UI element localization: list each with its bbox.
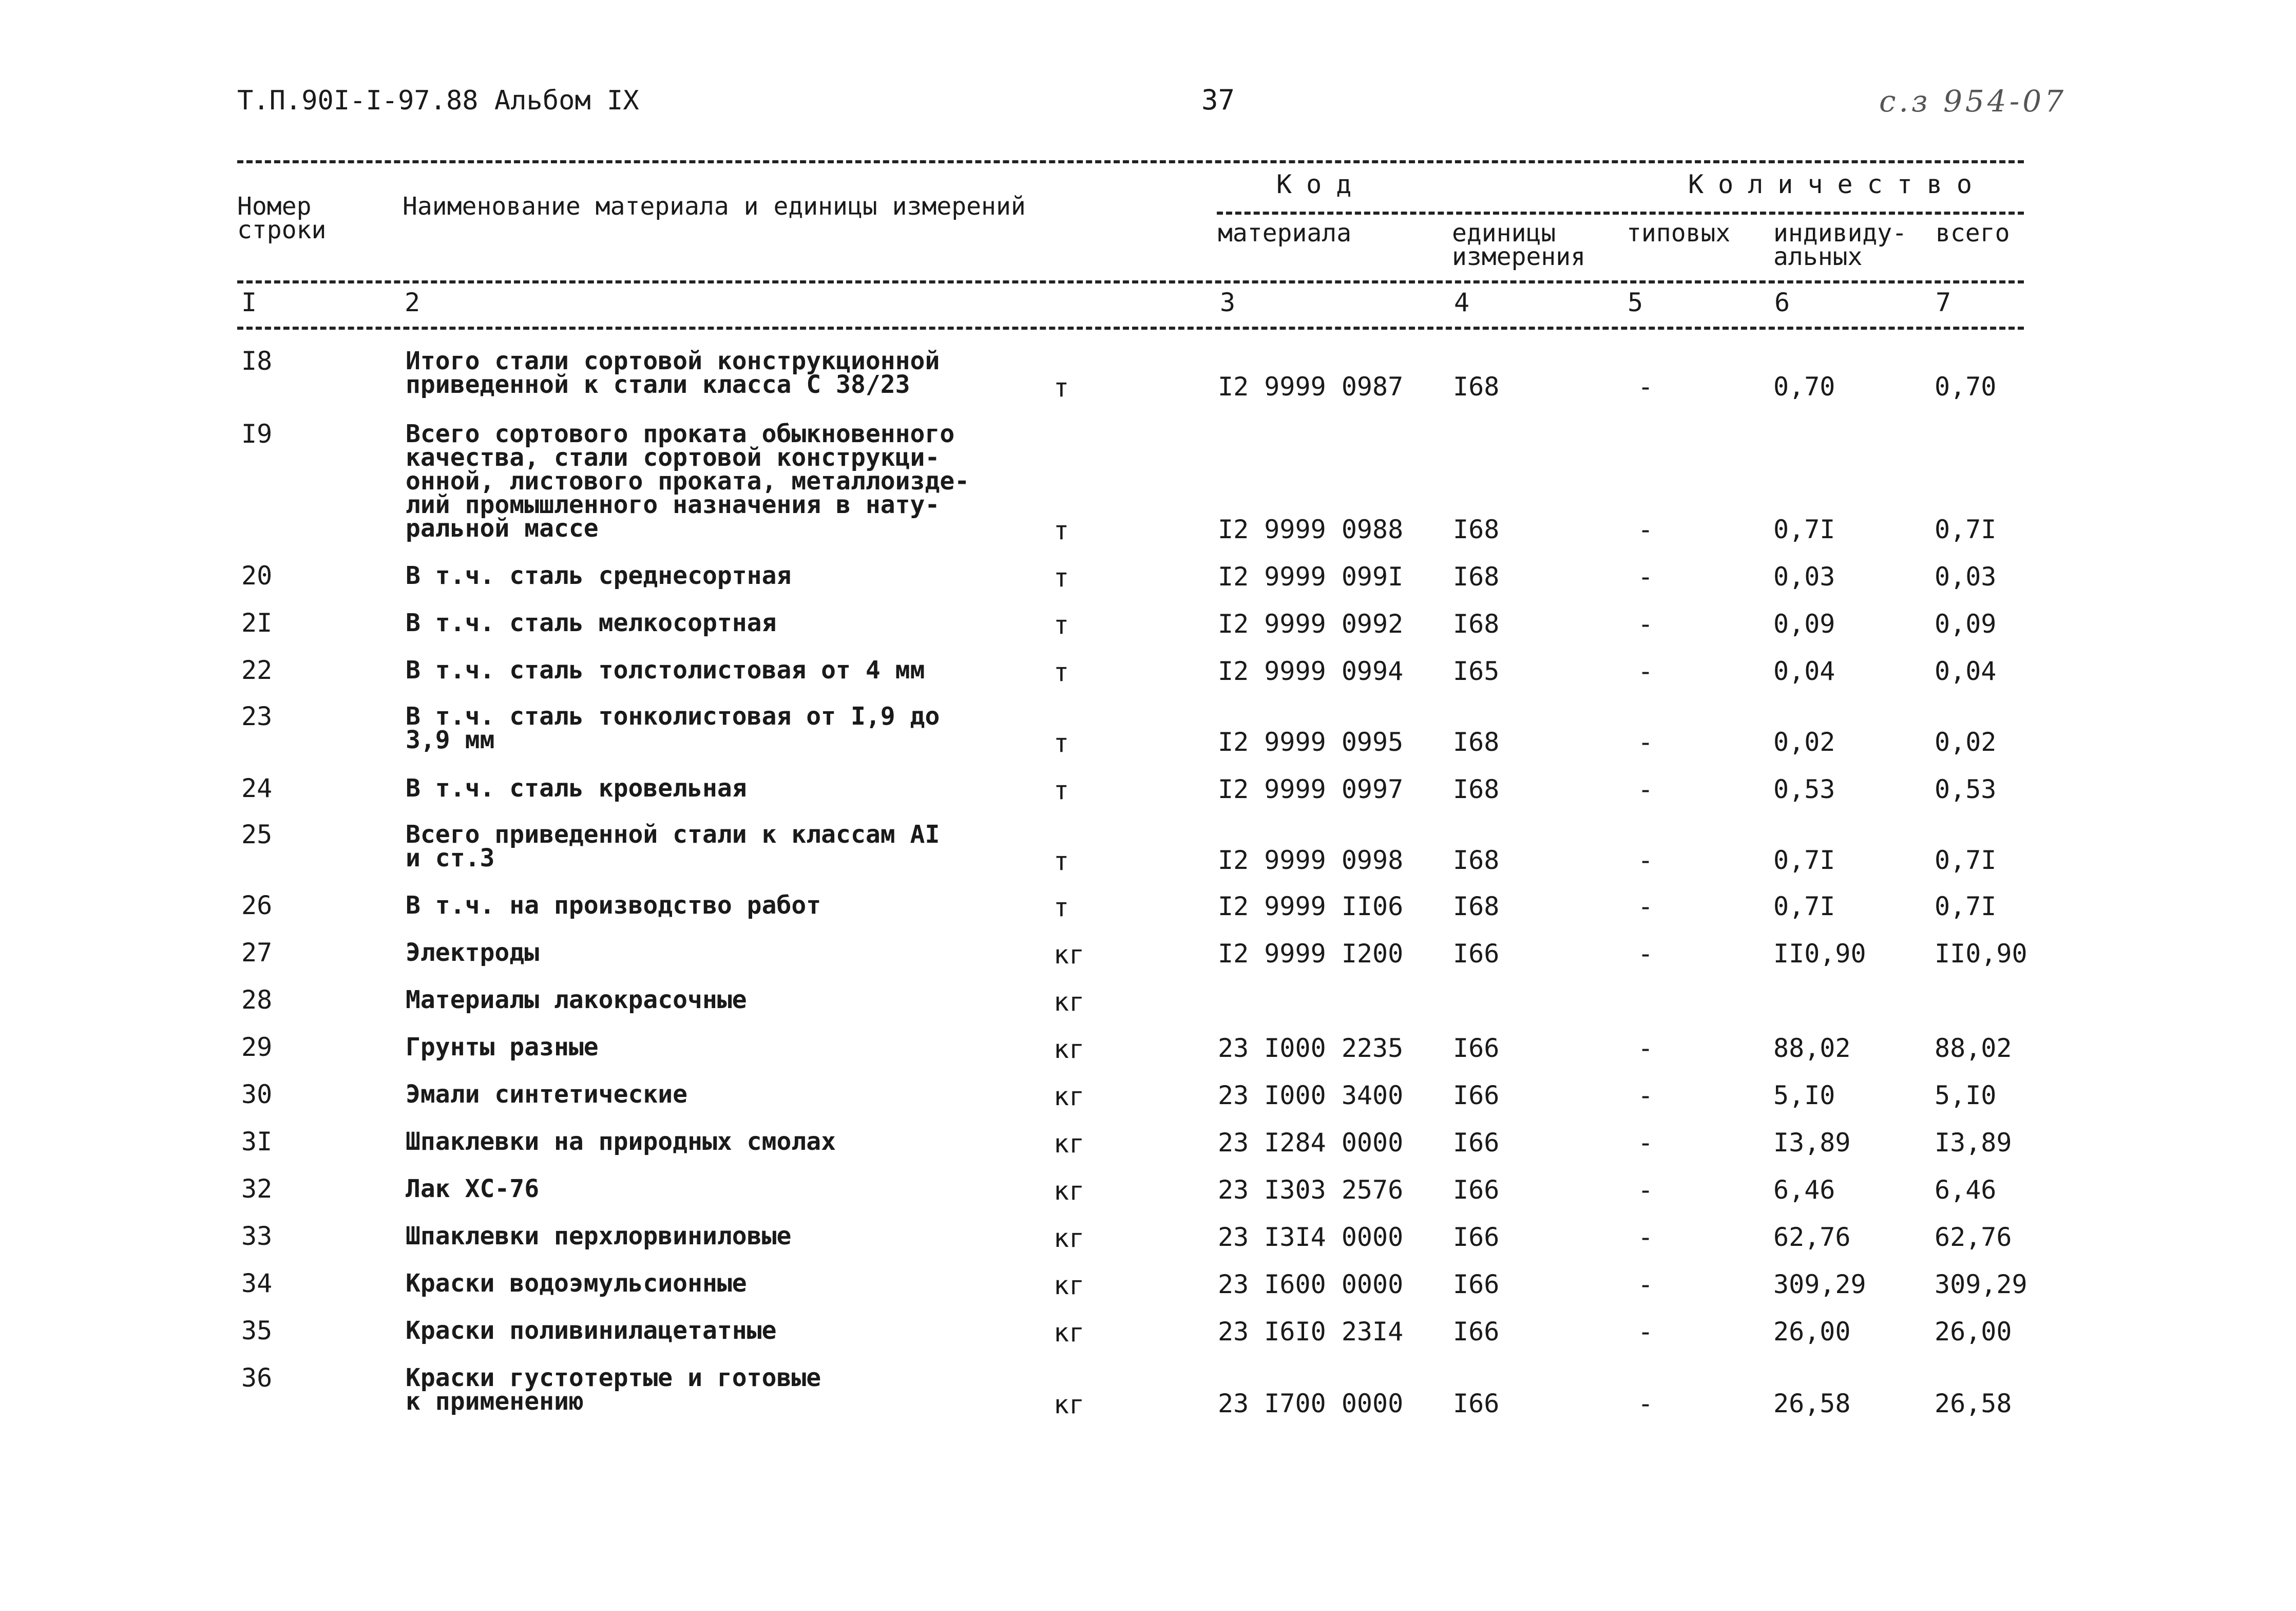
material-code: I2 9999 0998 [1218, 845, 1404, 875]
quantity-total: 0,7I [1935, 845, 1997, 875]
quantity-typical: - [1638, 515, 1654, 544]
quantity-total: 0,7I [1935, 515, 1997, 544]
unit-code: I66 [1453, 939, 1500, 969]
quantity-total: 309,29 [1935, 1269, 2027, 1299]
material-name: В т.ч. сталь мелкосортная [406, 609, 777, 637]
material-name: Шпаклевки перхлорвиниловые [406, 1222, 792, 1250]
material-code: I2 9999 0995 [1218, 727, 1404, 757]
quantity-individual: 0,02 [1773, 727, 1835, 757]
material-name: В т.ч. сталь толстолистовая от 4 мм [406, 656, 925, 685]
quantity-total: 62,76 [1935, 1222, 2012, 1252]
material-name: В т.ч. сталь среднесортная [406, 561, 792, 590]
material-name: Электроды [406, 938, 540, 967]
unit-of-measure: т [1054, 657, 1069, 687]
column-number-7: 7 [1936, 288, 1951, 317]
unit-code: I66 [1453, 1175, 1500, 1205]
quantity-total: 88,02 [1935, 1033, 2012, 1063]
column-number-3: 3 [1220, 288, 1236, 317]
material-name: В т.ч. сталь тонколистовая от I,9 до 3,9 мм [406, 702, 940, 754]
quantity-typical: - [1638, 1269, 1654, 1299]
unit-code: I68 [1453, 727, 1500, 757]
unit-code: I66 [1453, 1317, 1500, 1347]
header-quantity-group: Количество [1688, 169, 1987, 199]
quantity-total: 0,09 [1935, 609, 1997, 639]
unit-of-measure: т [1054, 373, 1069, 403]
row-number: 32 [241, 1174, 273, 1204]
header-name: Наименование материала и единицы измерений [403, 192, 1026, 221]
quantity-total: II0,90 [1935, 939, 2027, 969]
quantity-individual: 62,76 [1773, 1222, 1851, 1252]
quantity-individual: 0,7I [1773, 892, 1835, 921]
quantity-individual: 0,03 [1773, 562, 1835, 592]
row-number: 33 [241, 1221, 273, 1251]
row-number: 36 [241, 1363, 273, 1393]
quantity-typical: - [1638, 1389, 1654, 1418]
row-number: 26 [241, 890, 273, 920]
row-number: 3I [241, 1127, 273, 1157]
unit-code: I66 [1453, 1033, 1500, 1063]
quantity-individual: 6,46 [1773, 1175, 1835, 1205]
quantity-typical: - [1638, 372, 1654, 402]
material-code: 23 I000 2235 [1218, 1033, 1404, 1063]
quantity-typical: - [1638, 609, 1654, 639]
quantity-total: 5,I0 [1935, 1081, 1997, 1110]
column-number-1: I [241, 288, 257, 317]
column-number-2: 2 [405, 288, 420, 317]
material-code: 23 I600 0000 [1218, 1269, 1404, 1299]
unit-code: I68 [1453, 609, 1500, 639]
material-name: Грунты разные [406, 1033, 599, 1062]
unit-of-measure: кг [1054, 1271, 1085, 1300]
unit-of-measure: т [1054, 893, 1069, 922]
rule-header-bottom [237, 280, 2024, 283]
material-name: В т.ч. сталь кровельная [406, 774, 747, 803]
quantity-typical: - [1638, 727, 1654, 757]
material-name: Краски водоэмульсионные [406, 1269, 747, 1298]
unit-code: I68 [1453, 892, 1500, 921]
unit-of-measure: кг [1054, 1176, 1085, 1206]
material-code: I2 9999 II06 [1218, 892, 1404, 921]
quantity-individual: 5,I0 [1773, 1081, 1835, 1110]
unit-of-measure: кг [1054, 1082, 1085, 1111]
rule-top [237, 160, 2024, 163]
material-name: Краски густотертые и готовые к применению [406, 1363, 821, 1416]
material-code: 23 I303 2576 [1218, 1175, 1404, 1205]
material-name: Шпаклевки на природных смолах [406, 1127, 836, 1156]
quantity-total: 0,04 [1935, 656, 1997, 686]
unit-code: I65 [1453, 656, 1500, 686]
unit-of-measure: т [1054, 563, 1069, 593]
quantity-typical: - [1638, 1081, 1654, 1110]
unit-code: I68 [1453, 845, 1500, 875]
header-code-unit: единицы измерения [1452, 219, 1586, 271]
quantity-total: 0,70 [1935, 372, 1997, 402]
material-code: 23 I700 0000 [1218, 1389, 1404, 1418]
material-code: 23 I6I0 23I4 [1218, 1317, 1404, 1347]
quantity-typical: - [1638, 1175, 1654, 1205]
row-number: 24 [241, 773, 273, 803]
material-name: Всего сортового проката обыкновенного качества, стали сортовой конструкци- онной, листового проката, металлоизде- лий промышленного назначения в нату- ральной массе [406, 420, 970, 543]
unit-of-measure: кг [1054, 1318, 1085, 1348]
header-qty-typical: типовых [1627, 219, 1731, 248]
quantity-total: 6,46 [1935, 1175, 1997, 1205]
material-name: Эмали синтетические [406, 1080, 688, 1109]
unit-code: I68 [1453, 372, 1500, 402]
unit-code: I66 [1453, 1128, 1500, 1158]
quantity-individual: 0,09 [1773, 609, 1835, 639]
quantity-typical: - [1638, 656, 1654, 686]
material-code: I2 9999 099I [1218, 562, 1404, 592]
column-number-4: 4 [1454, 288, 1470, 317]
column-number-5: 5 [1628, 288, 1643, 317]
header-qty-total: всего [1936, 219, 2010, 248]
unit-of-measure: т [1054, 728, 1069, 758]
unit-code: I66 [1453, 1389, 1500, 1418]
header-row-number: Номер строки [237, 192, 327, 244]
quantity-individual: I3,89 [1773, 1128, 1851, 1158]
unit-code: I68 [1453, 562, 1500, 592]
material-code: 23 I000 3400 [1218, 1081, 1404, 1110]
unit-of-measure: т [1054, 846, 1069, 876]
page-number: 37 [1201, 84, 1235, 116]
quantity-individual: 26,58 [1773, 1389, 1851, 1418]
quantity-typical: - [1638, 1317, 1654, 1347]
unit-of-measure: т [1054, 516, 1069, 545]
document-code: Т.П.90I-I-97.88 Альбом IX [237, 85, 639, 116]
handwritten-note: с.з 954-07 [1879, 84, 2067, 119]
row-number: 27 [241, 938, 273, 968]
unit-of-measure: кг [1054, 987, 1085, 1017]
unit-code: I66 [1453, 1222, 1500, 1252]
header-code-material: материала [1218, 219, 1352, 248]
quantity-typical: - [1638, 1222, 1654, 1252]
quantity-individual: 26,00 [1773, 1317, 1851, 1347]
material-name: Всего приведенной стали к классам АI и ст.3 [406, 820, 940, 873]
row-number: 20 [241, 561, 273, 591]
quantity-total: I3,89 [1935, 1128, 2012, 1158]
quantity-total: 0,02 [1935, 727, 1997, 757]
row-number: 28 [241, 985, 273, 1015]
material-name: Материалы лакокрасочные [406, 985, 747, 1014]
material-code: I2 9999 0992 [1218, 609, 1404, 639]
row-number: 35 [241, 1316, 273, 1345]
material-name: Итого стали сортовой конструкционной приведенной к стали класса С 38/23 [406, 347, 940, 399]
unit-of-measure: кг [1054, 940, 1085, 970]
row-number: 22 [241, 655, 273, 685]
quantity-typical: - [1638, 562, 1654, 592]
unit-of-measure: кг [1054, 1129, 1085, 1159]
unit-of-measure: т [1054, 775, 1069, 805]
material-name: Краски поливинилацетатные [406, 1316, 777, 1345]
quantity-individual: II0,90 [1773, 939, 1866, 969]
quantity-individual: 309,29 [1773, 1269, 1866, 1299]
quantity-total: 26,58 [1935, 1389, 2012, 1418]
quantity-total: 0,03 [1935, 562, 1997, 592]
material-name: Лак ХС-76 [406, 1174, 540, 1203]
row-number: I8 [241, 346, 273, 376]
row-number: 2I [241, 608, 273, 638]
quantity-typical: - [1638, 1128, 1654, 1158]
unit-code: I66 [1453, 1081, 1500, 1110]
material-code: I2 9999 I200 [1218, 939, 1404, 969]
row-number: 23 [241, 702, 273, 731]
header-qty-individual: индивиду- альных [1773, 219, 1907, 271]
unit-of-measure: кг [1054, 1034, 1085, 1064]
material-code: I2 9999 0997 [1218, 774, 1404, 804]
rule-subheader [1217, 212, 2024, 215]
quantity-typical: - [1638, 892, 1654, 921]
quantity-individual: 88,02 [1773, 1033, 1851, 1063]
material-code: I2 9999 0994 [1218, 656, 1404, 686]
quantity-typical: - [1638, 1033, 1654, 1063]
unit-of-measure: кг [1054, 1223, 1085, 1253]
unit-code: I68 [1453, 515, 1500, 544]
quantity-individual: 0,7I [1773, 515, 1835, 544]
material-code: 23 I3I4 0000 [1218, 1222, 1404, 1252]
material-name: В т.ч. на производство работ [406, 891, 821, 920]
column-number-6: 6 [1774, 288, 1790, 317]
unit-of-measure: кг [1054, 1390, 1085, 1419]
row-number: I9 [241, 419, 273, 449]
quantity-typical: - [1638, 939, 1654, 969]
quantity-individual: 0,04 [1773, 656, 1835, 686]
header-code-group: Код [1276, 169, 1366, 199]
row-number: 29 [241, 1032, 273, 1062]
quantity-total: 0,53 [1935, 774, 1997, 804]
material-code: 23 I284 0000 [1218, 1128, 1404, 1158]
unit-of-measure: т [1054, 610, 1069, 640]
row-number: 34 [241, 1268, 273, 1298]
quantity-typical: - [1638, 774, 1654, 804]
quantity-total: 26,00 [1935, 1317, 2012, 1347]
unit-code: I68 [1453, 774, 1500, 804]
material-code: I2 9999 0987 [1218, 372, 1404, 402]
material-code: I2 9999 0988 [1218, 515, 1404, 544]
quantity-individual: 0,70 [1773, 372, 1835, 402]
row-number: 25 [241, 820, 273, 849]
rule-colnum-bottom [237, 327, 2024, 330]
quantity-individual: 0,7I [1773, 845, 1835, 875]
row-number: 30 [241, 1079, 273, 1109]
quantity-typical: - [1638, 845, 1654, 875]
quantity-individual: 0,53 [1773, 774, 1835, 804]
unit-code: I66 [1453, 1269, 1500, 1299]
quantity-total: 0,7I [1935, 892, 1997, 921]
